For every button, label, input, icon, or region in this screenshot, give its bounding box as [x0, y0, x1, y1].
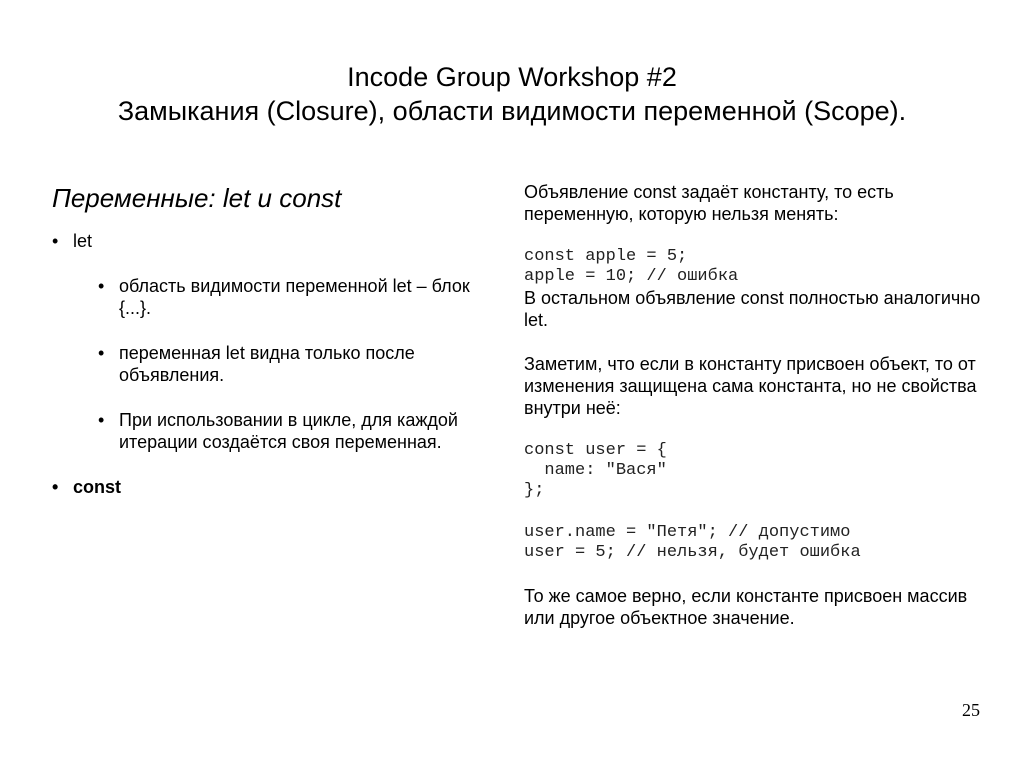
code-line: };	[524, 481, 545, 500]
bullet-let-text: let	[73, 231, 93, 251]
section-subtitle: Переменные: let и const	[52, 183, 342, 213]
page-number: 25	[962, 700, 980, 720]
code-line: name: "Вася"	[524, 461, 667, 480]
sub-bullet-text: переменная let видна только после объявления.	[119, 343, 415, 385]
code-line: const user = {	[524, 441, 667, 460]
bullet-let	[52, 230, 492, 252]
code-block-assign	[524, 523, 994, 563]
sub-bullet-visibility	[52, 342, 492, 386]
paragraph-array-note: То же самое верно, если константе присвоен массив или другое объектное значение.	[524, 586, 968, 628]
sub-bullet-text: область видимости переменной let – блок {...}.	[119, 276, 470, 318]
bullet-dot: •	[52, 231, 59, 251]
sub-bullet-text: При использовании в цикле, для каждой итерации создаётся своя переменная.	[119, 410, 458, 452]
paragraph-const-intro: Объявление const задаёт константу, то есть переменную, которую нельзя менять:	[524, 182, 894, 224]
sub-bullet-scope	[52, 275, 492, 319]
spacer	[524, 331, 994, 353]
bullet-dot: •	[98, 276, 105, 296]
bullet-const	[52, 476, 492, 498]
bullet-dot: •	[52, 477, 59, 497]
bullet-dot: •	[98, 410, 105, 430]
slide-title	[0, 60, 1024, 128]
sub-bullet-loop	[52, 409, 492, 453]
code-line: user = 5; // нельзя, будет ошибка	[524, 543, 861, 562]
right-column	[524, 181, 994, 629]
spacer	[524, 419, 994, 441]
bullet-const-text: const	[73, 477, 122, 497]
spacer	[524, 563, 994, 585]
code-block-user	[524, 441, 994, 501]
code-line: user.name = "Петя"; // допустимо	[524, 523, 851, 542]
paragraph-object-note: Заметим, что если в константу присвоен объект, то от изменения защищена сама константа, но не свойства внутри неё:	[524, 354, 977, 418]
slide-title-line-1: Incode Group Workshop #2	[347, 62, 677, 92]
bullet-dot: •	[98, 343, 105, 363]
left-column	[52, 180, 492, 498]
paragraph-const-same: В остальном объявление const полностью аналогично let.	[524, 288, 981, 330]
code-block-apple	[524, 247, 994, 287]
slide-title-line-2: Замыкания (Closure), области видимости переменной (Scope).	[117, 96, 907, 126]
code-line: apple = 10; // ошибка	[524, 267, 739, 286]
spacer	[524, 225, 994, 247]
spacer	[524, 501, 994, 523]
code-line: const apple = 5;	[524, 247, 688, 266]
